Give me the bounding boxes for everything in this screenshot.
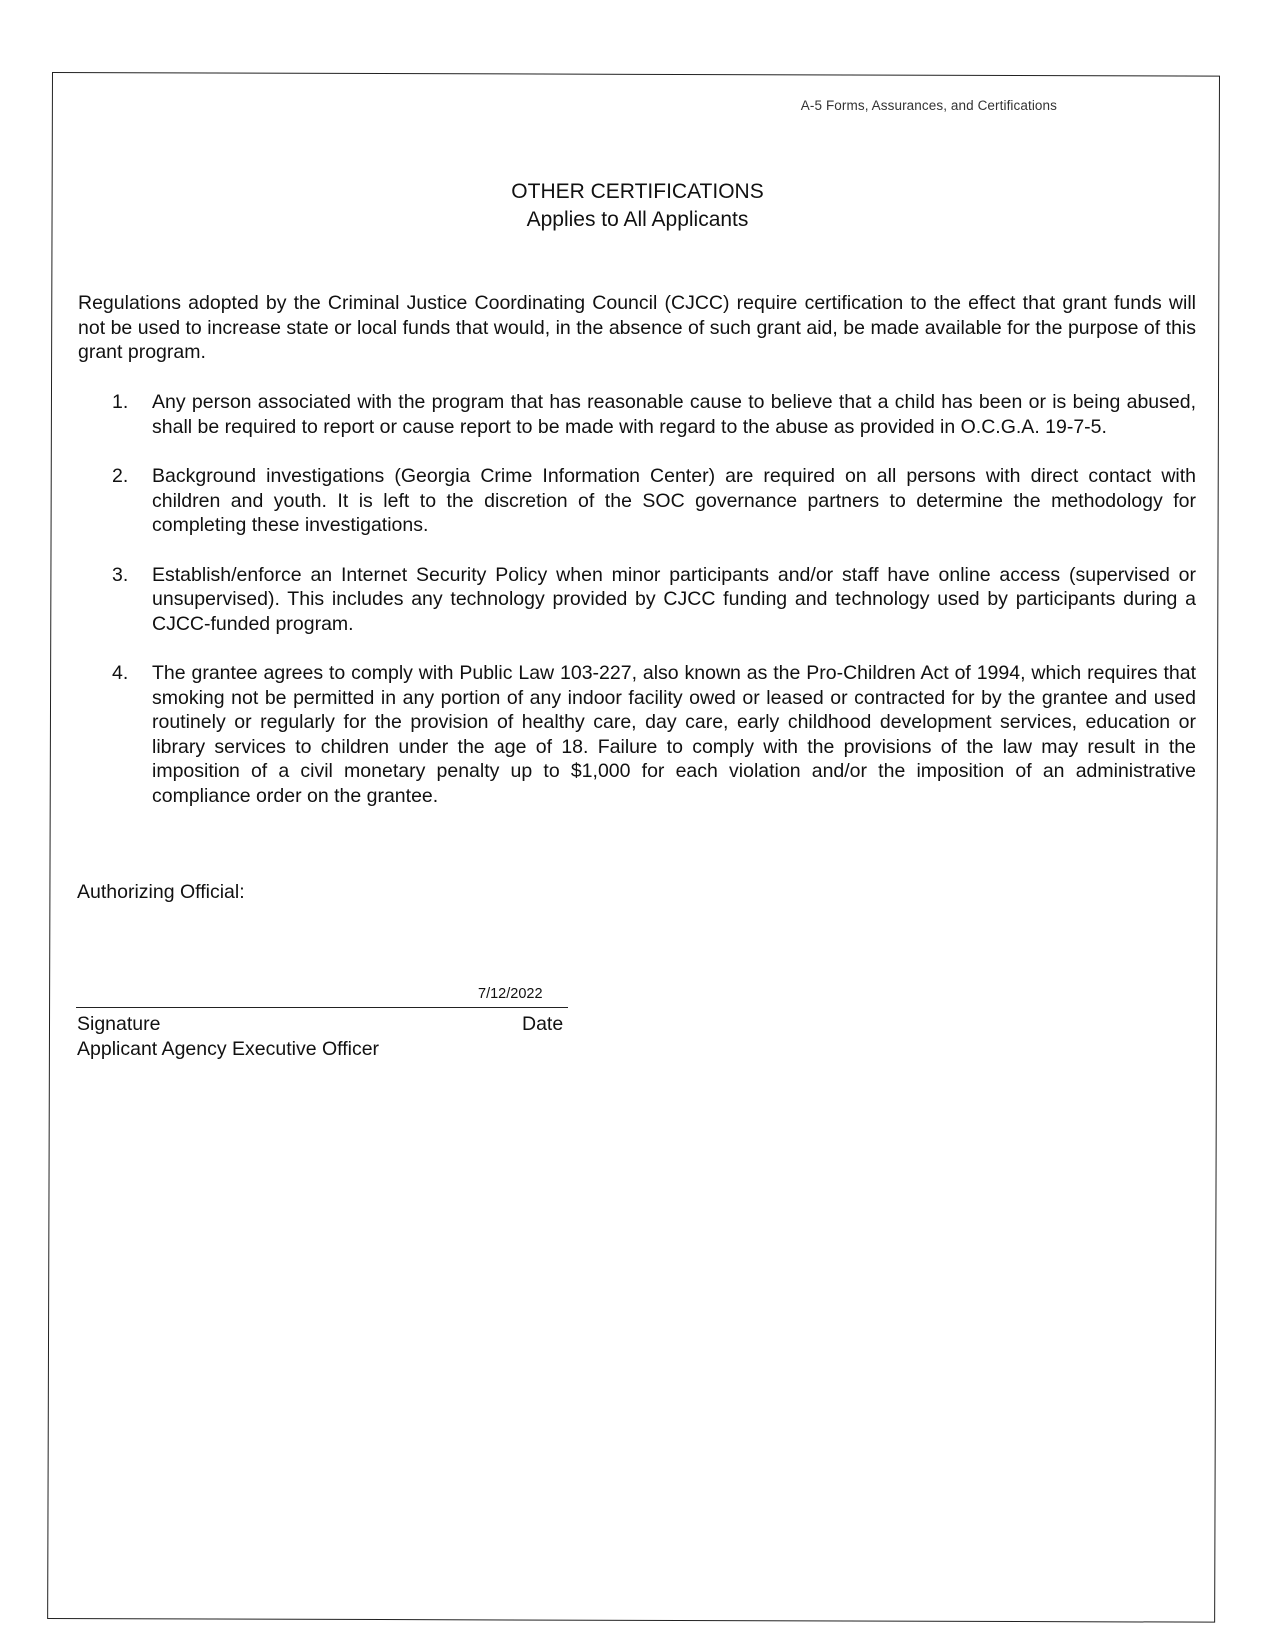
certification-text: Establish/enforce an Internet Security Policy when minor participants and/or staff have online access (supervised or unsupervised). This includes any technology provided by CJCC funding and technology used by participants during a CJCC-funded program. bbox=[152, 563, 1196, 635]
executive-officer-label: Applicant Agency Executive Officer bbox=[77, 1038, 380, 1060]
form-reference-header: A-5 Forms, Assurances, and Certifications bbox=[800, 98, 1057, 113]
page-subtitle: Applies to All Applicants bbox=[526, 208, 749, 231]
page-title: OTHER CERTIFICATIONS bbox=[511, 180, 764, 203]
certification-item-2 bbox=[112, 464, 1196, 538]
date-label: Date bbox=[522, 1013, 564, 1035]
certification-number: 1. bbox=[112, 391, 129, 413]
certification-item-3 bbox=[112, 563, 1196, 637]
signature-line bbox=[76, 1007, 568, 1008]
certification-number: 3. bbox=[112, 563, 129, 586]
certification-item-4 bbox=[112, 661, 1196, 808]
certification-text: Any person associated with the program that has reasonable cause to believe that a child has been or is being abused, shall be required to report or cause report to be made with regard to the abuse as provided in O.C.G.A. 19-7-5. bbox=[152, 391, 1196, 438]
certification-number: 2. bbox=[112, 465, 129, 487]
certification-text: Background investigations (Georgia Crime Information Center) are required on all persons with direct contact with children and youth. It is left to the discretion of the SOC governance partners to determine the methodology for completing these investigations. bbox=[152, 465, 1196, 536]
certification-text: The grantee agrees to comply with Public Law 103-227, also known as the Pro-Children Act of 1994, which requires that smoking not be permitted in any portion of any indoor facility owed or leased or contracted for by the grantee and used routinely or regularly for the provision of healthy care, day care, early childhood development services, education or library services to children under the age of 18. Failure to comply with the provisions of the law may result in the imposition of a civil monetary penalty up to $1,000 for each violation and/or the imposition of an administrative compliance order on the grantee. bbox=[152, 662, 1196, 807]
title-block bbox=[0, 178, 1275, 234]
certification-number: 4. bbox=[112, 662, 129, 684]
certification-list bbox=[112, 390, 1196, 833]
certification-item-1 bbox=[112, 390, 1196, 439]
authorizing-official-label: Authorizing Official: bbox=[77, 881, 245, 903]
intro-paragraph: Regulations adopted by the Criminal Justice Coordinating Council (CJCC) require certification to the effect that grant funds will not be used to increase state or local funds that would, in the absence of such grant aid, be made available for the purpose of this grant program. bbox=[78, 292, 1196, 363]
signature-date-value: 7/12/2022 bbox=[478, 986, 543, 1002]
signature-label: Signature bbox=[77, 1013, 161, 1035]
